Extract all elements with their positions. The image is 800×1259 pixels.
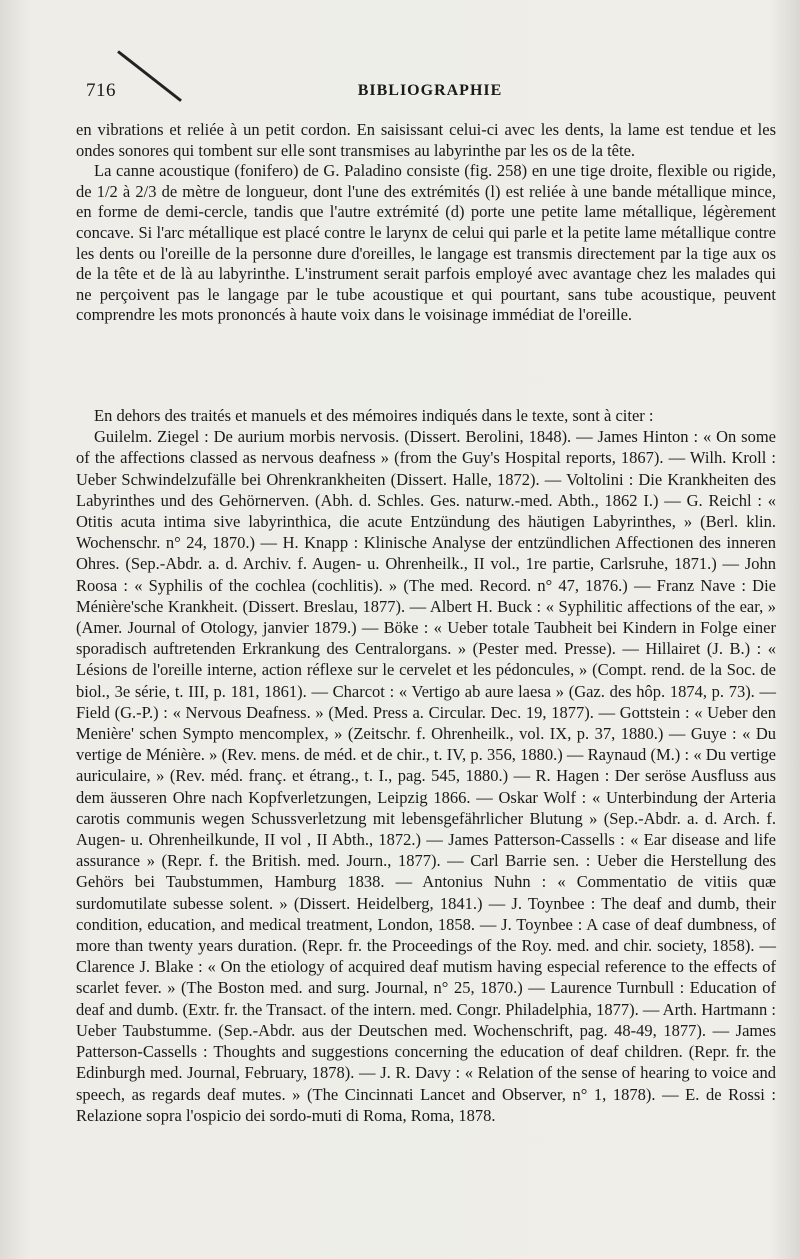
- page-number: 716: [86, 80, 116, 101]
- paragraph-1: en vibrations et reliée à un petit cordon. En saisissant celui-ci avec les dents, la lame est tendue et les ondes sonores qui tombent sur elle sont transmises au labyrinthe par les os de la tête.: [76, 120, 776, 160]
- bibliography: [76, 405, 776, 1126]
- bibliography-list: Guilelm. Ziegel : De aurium morbis nervosis. (Dissert. Berolini, 1848). — James Hinton : « On some of the affections classed as nervous deafness » (from the Guy's Hospital reports, 1867). — Wilh. Kroll : Ueber Schwindelzufälle bei Ohrenkrankheiten (Dissert. Halle, 1872). — Voltolini : Die Krankheiten des Labyrinthes und des Gehörnerven. (Abh. d. Schles. Ges. naturw.-med. Abth., 1862 I.) — G. Reichl : « Otitis acuta intima sive labyrinthica, die acute Entzündung des häutigen Labyrinthes, » (Berl. klin. Wochenschr. n° 24, 1870.) — H. Knapp : Klinische Analyse der entzündlichen Affectionen des inneren Ohres. (Sep.-Abdr. a. d. Archiv. f. Augen- u. Ohrenheilk., II vol., 1re partie, Carlsruhe, 1871.) — John Roosa : « Syphilis of the cochlea (cochlitis). » (The med. Record. n° 47, 1876.) — Franz Nave : Die Ménière'sche Krankheit. (Dissert. Breslau, 1877). — Albert H. Buck : « Syphilitic affections of the ear, » (Amer. Journal of Otology, janvier 1879.) — Böke : « Ueber totale Taubheit bei Kindern in Folge einer sporadisch auftretenden Erkrankung des Centralorgans. » (Pester med. Presse). — Hillairet (J. B.) : « Lésions de l'oreille interne, action réflexe sur le cervelet et les pédoncules, » (Compt. rend. de la Soc. de biol., 3e série, t. III, p. 181, 1861). — Charcot : « Vertigo ab aure laesa » (Gaz. des hôp. 1874, p. 73). — Field (G.-P.) : « Nervous Deafness. » (Med. Press a. Circular. Dec. 19, 1877). — Gottstein : « Ueber den Menière' schen Sympto mencomplex, » (Zeitschr. f. Ohrenheilk., vol. IX, p. 37, 1880.) — Guye : « Du vertige de Ménière. » (Rev. mens. de méd. et de chir., t. IV, p. 356, 1880.) — Raynaud (M.) : « Du vertige auriculaire, » (Rev. méd. franç. et étrang., t. I., pag. 545, 1880.) — R. Hagen : Der seröse Ausfluss aus dem äusseren Ohre nach Kopfverletzungen, Leipzig 1866. — Oskar Wolf : « Unterbindung der Arteria carotis communis wegen Schussverletzung mit lebensgefährlicher Blutung » (Sep.-Abdr. a. d. Arch. f. Augen- u. Ohrenheilkunde, II vol , II Abth., 1872.) — James Patterson-Cassells : « Ear disease and life assurance » (Repr. f. the British. med. Journ., 1877). — Carl Barrie sen. : Ueber die Herstellung des Gehörs bei Taubstummen, Hamburg 1838. — Antonius Nuhn : « Commentatio de vitiis quæ surdomutilate subesse solent. » (Dissert. Heidelberg, 1841.) — J. Toynbee : The deaf and dumb, their condition, education, and medical treatment, London, 1858. — J. Toynbee : A case of deaf dumbness, of more than twenty years duration. (Repr. fr. the Proceedings of the Roy. med. and chir. society, 1858). — Clarence J. Blake : « On the etiology of acquired deaf mutism having especial reference to the effects of scarlet fever. » (The Boston med. and surg. Journal, n° 25, 1870.) — Laurence Turnbull : Education of deaf and dumb. (Extr. fr. the Transact. of the intern. med. Congr. Philadelphia, 1877). — Arth. Hartmann : Ueber Taubstumme. (Sep.-Abdr. aus der Deutschen med. Wochenschrift, pag. 48-49, 1877). — James Patterson-Cassells : Thoughts and suggestions concerning the education of deaf children. (Repr. fr. the Edinburgh med. Journal, February, 1878). — J. R. Davy : « Relation of the sense of hearing to voice and speech, as regards deaf mutes. » (The Cincinnati Lancet and Observer, n° 1, 1878). — E. de Rossi : Relazione sopra l'ospicio dei sordo-muti di Roma, Roma, 1878.: [76, 427, 776, 1125]
- page-header: [86, 80, 774, 106]
- running-title: BIBLIOGRAPHIE: [357, 82, 503, 99]
- paragraph-2: La canne acoustique (fonifero) de G. Paladino consiste (fig. 258) en une tige droite, flexible ou rigide, de 1/2 à 2/3 de mètre de longueur, dont l'une des extrémités (l) est reliée à une bande métallique mince, en forme de demi-cercle, tandis que l'autre extrémité (d) porte une petite lame métallique, légèrement concave. Si l'arc métallique est placé contre le larynx de celui qui parle et la petite lame métallique contre les dents ou l'oreille de la personne dure d'oreilles, le langage est transmis directement par la tige aux os de la tête et de là au labyrinthe. L'instrument serait parfois employé avec avantage chez les malades qui ne perçoivent pas le langage par le tube acoustique et qui pourtant, sans tube acoustique, peuvent comprendre les mots prononcés à haute voix dans le voisinage immédiat de l'oreille.: [76, 161, 776, 325]
- bibliography-intro: En dehors des traités et manuels et des mémoires indiqués dans le texte, sont à citer :: [94, 406, 654, 425]
- body-text: [76, 120, 776, 326]
